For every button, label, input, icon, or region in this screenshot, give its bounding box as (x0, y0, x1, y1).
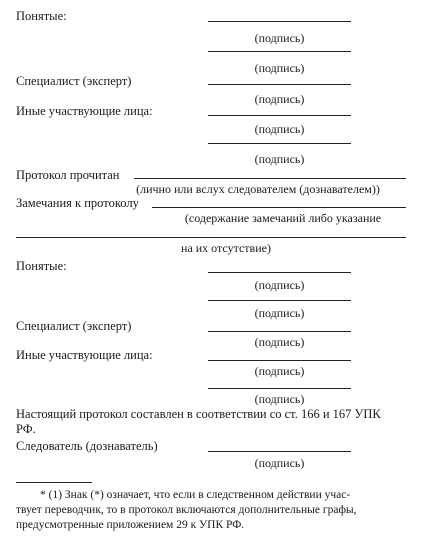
signature-caption: (подпись) (254, 61, 305, 75)
signature-caption: (подпись) (254, 92, 305, 106)
signature-caption: (подпись) (254, 278, 305, 292)
signature-caption: (подпись) (254, 364, 305, 378)
footnote-text: предусмотренные приложением 29 к УПК РФ. (16, 519, 245, 531)
protocol-read-label: Протокол прочитан (16, 168, 120, 182)
remarks-caption: (содержание замечаний либо указание (184, 211, 382, 225)
signature-line (208, 51, 351, 52)
footnote-text: твует переводчик, то в протокол включаются дополнительные графы, (16, 504, 357, 516)
compliance-text: Настоящий протокол составлен в соответствии со ст. 166 и 167 УПК (16, 407, 381, 421)
remarks-label: Замечания к протоколу (16, 196, 139, 210)
signature-line (208, 143, 351, 144)
others-label: Иные участвующие лица: (16, 348, 153, 362)
compliance-text: РФ. (16, 422, 36, 436)
remarks-caption: на их отсутствие) (181, 241, 271, 255)
remarks-line (16, 237, 406, 238)
signature-line (208, 360, 351, 361)
investigator-label: Следователь (дознаватель) (16, 439, 158, 453)
signature-caption: (подпись) (254, 306, 305, 320)
specialist-label: Специалист (эксперт) (16, 74, 132, 88)
signature-caption: (подпись) (254, 335, 305, 349)
specialist-label: Специалист (эксперт) (16, 319, 132, 333)
witnesses-label: Понятые: (16, 259, 67, 273)
signature-line (208, 272, 351, 273)
signature-line (208, 388, 351, 389)
signature-caption: (подпись) (254, 31, 305, 45)
remarks-line (152, 207, 406, 208)
signature-line (208, 451, 351, 452)
signature-line (208, 84, 351, 85)
footnote-text: * (1) Знак (*) означает, что если в следственном действии учас- (40, 489, 351, 501)
protocol-read-line (134, 178, 406, 179)
signature-caption: (подпись) (254, 122, 305, 136)
footnote-divider (16, 482, 92, 483)
signature-caption: (подпись) (254, 392, 305, 406)
others-label: Иные участвующие лица: (16, 104, 153, 118)
signature-line (208, 300, 351, 301)
signature-line (208, 21, 351, 22)
signature-line (208, 331, 351, 332)
signature-line (208, 115, 351, 116)
signature-caption: (подпись) (254, 456, 305, 470)
witnesses-label: Понятые: (16, 9, 67, 23)
signature-caption: (подпись) (254, 152, 305, 166)
protocol-read-caption: (лично или вслух следователем (дознавателем)) (136, 182, 380, 196)
